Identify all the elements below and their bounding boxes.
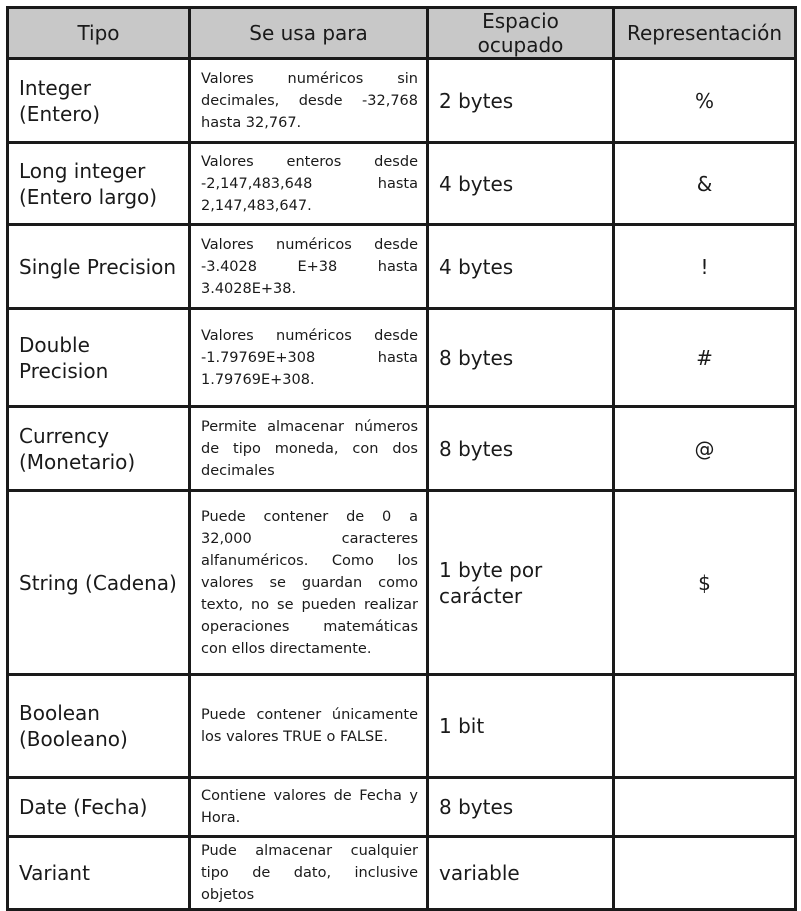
cell-espacio: 8 bytes (428, 778, 614, 837)
cell-representacion: # (614, 309, 796, 407)
cell-espacio: 4 bytes (428, 225, 614, 309)
header-uso: Se usa para (190, 8, 428, 59)
cell-uso: Valores enteros desde -2,147,483,648 hasta 2,147,483,647. (190, 143, 428, 225)
cell-tipo: Long integer (Entero largo) (8, 143, 190, 225)
table-row (8, 143, 796, 225)
cell-espacio: variable (428, 837, 614, 910)
header-representacion: Representación (614, 8, 796, 59)
cell-espacio: 1 bit (428, 675, 614, 778)
cell-uso: Puede contener de 0 a 32,000 caracteres alfanuméricos. Como los valores se guardan como texto, no se pueden realizar operaciones matemáticas con ellos directamente. (190, 491, 428, 675)
table-row (8, 309, 796, 407)
cell-tipo: Boolean (Booleano) (8, 675, 190, 778)
cell-uso: Valores numéricos desde -3.4028 E+38 hasta 3.4028E+38. (190, 225, 428, 309)
cell-representacion: ! (614, 225, 796, 309)
table-row (8, 59, 796, 143)
cell-tipo: Currency (Monetario) (8, 407, 190, 491)
cell-representacion: $ (614, 491, 796, 675)
header-row (8, 8, 796, 59)
cell-tipo: Variant (8, 837, 190, 910)
cell-uso: Pude almacenar cualquier tipo de dato, inclusive objetos (190, 837, 428, 910)
cell-espacio: 8 bytes (428, 407, 614, 491)
cell-espacio: 8 bytes (428, 309, 614, 407)
cell-representacion: @ (614, 407, 796, 491)
table-row (8, 778, 796, 837)
cell-tipo: Integer (Entero) (8, 59, 190, 143)
cell-representacion (614, 675, 796, 778)
cell-espacio: 2 bytes (428, 59, 614, 143)
cell-representacion: % (614, 59, 796, 143)
cell-uso: Valores numéricos sin decimales, desde -32,768 hasta 32,767. (190, 59, 428, 143)
table-row (8, 225, 796, 309)
cell-uso: Permite almacenar números de tipo moneda, con dos decimales (190, 407, 428, 491)
header-tipo: Tipo (8, 8, 190, 59)
cell-representacion (614, 837, 796, 910)
cell-tipo: String (Cadena) (8, 491, 190, 675)
cell-uso: Contiene valores de Fecha y Hora. (190, 778, 428, 837)
table-row (8, 491, 796, 675)
cell-espacio: 4 bytes (428, 143, 614, 225)
table-row (8, 837, 796, 910)
cell-uso: Puede contener únicamente los valores TRUE o FALSE. (190, 675, 428, 778)
data-types-table (6, 6, 797, 911)
cell-representacion: & (614, 143, 796, 225)
cell-espacio: 1 byte por carácter (428, 491, 614, 675)
cell-representacion (614, 778, 796, 837)
cell-tipo: Double Precision (8, 309, 190, 407)
table-row (8, 407, 796, 491)
header-espacio: Espacio ocupado (428, 8, 614, 59)
cell-tipo: Date (Fecha) (8, 778, 190, 837)
cell-uso: Valores numéricos desde -1.79769E+308 hasta 1.79769E+308. (190, 309, 428, 407)
table-row (8, 675, 796, 778)
cell-tipo: Single Precision (8, 225, 190, 309)
